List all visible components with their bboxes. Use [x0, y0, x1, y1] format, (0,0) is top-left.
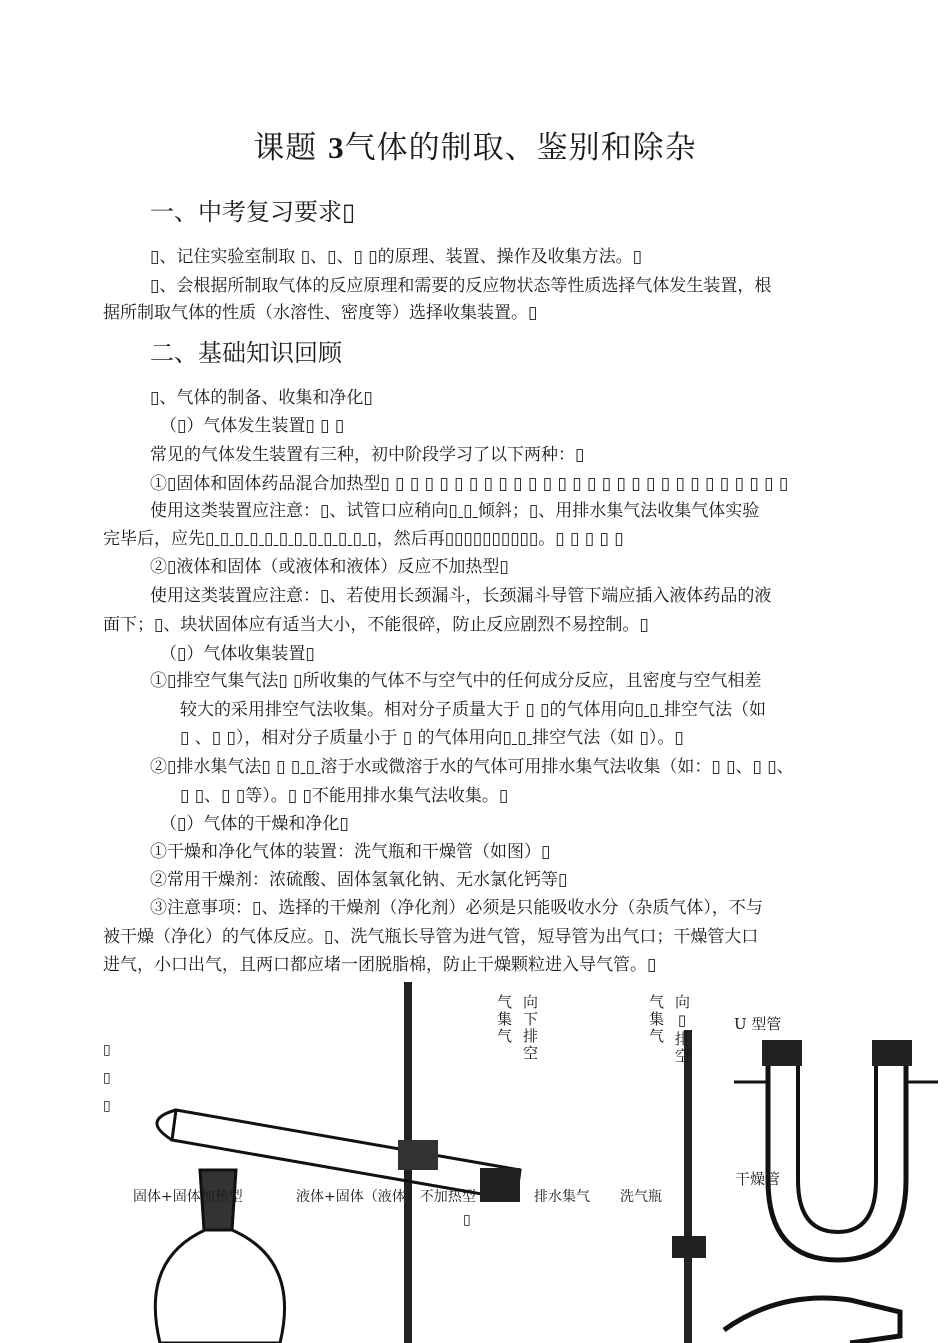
- alcohol-lamp: [155, 1230, 284, 1343]
- figure-label: 向下排空: [521, 994, 539, 1062]
- caption-wash-bottle: 洗气瓶: [620, 1189, 662, 1205]
- paragraph-line: ①▯排空气集气法▯ ▯所收集的气体不与空气中的任何成分反应，且密度与空气相差: [150, 671, 762, 691]
- margin-mark: ▯: [103, 1070, 111, 1086]
- paragraph-line: ①干燥和净化气体的装置：洗气瓶和干燥管（如图）▯: [150, 842, 551, 862]
- page-title: 课题 3气体的制取、鉴别和除杂: [253, 130, 697, 166]
- paragraph-line: ①▯固体和固体药品混合加热型▯ ▯ ▯ ▯ ▯ ▯ ▯ ▯ ▯ ▯ ▯ ▯ ▯ ▯ ▯ ▯ ▯ ▯ ▯ ▯ ▯ ▯ ▯ ▯ ▯ ▯ ▯ ▯: [150, 474, 789, 494]
- figure-label: 向▯排空: [673, 994, 691, 1065]
- paragraph-line: 使用这类装置应注意：▯、试管口应稍向▯ ▯ 倾斜；▯、用排水集气法收集气体实验: [150, 501, 760, 521]
- margin-mark: ▯: [103, 1098, 111, 1114]
- caption-solid-heating: 固体+固体加热型: [133, 1189, 243, 1205]
- paragraph-line: 常见的气体发生装置有三种，初中阶段学习了以下两种：▯: [150, 445, 585, 465]
- paragraph-line: ▯、记住实验室制取 ▯、▯、▯ ▯的原理、装置、操作及收集方法。▯: [150, 247, 642, 267]
- paragraph-line: （▯）气体的干燥和净化▯: [160, 814, 349, 834]
- paragraph-line: 较大的采用排空气法收集。相对分子质量大于 ▯ ▯的气体用向▯ ▯ 排空气法（如: [180, 700, 767, 720]
- paragraph-line: 使用这类装置应注意：▯、若使用长颈漏斗，长颈漏斗导管下端应插入液体药品的液: [150, 586, 772, 606]
- u-tube-label: U 型管: [734, 1015, 782, 1033]
- section-heading-requirements: 一、中考复习要求▯: [150, 198, 356, 226]
- paragraph-line: ②常用干燥剂：浓硫酸、固体氢氧化钠、无水氯化钙等▯: [150, 870, 568, 890]
- caption-water-collection: 排水集气: [534, 1189, 590, 1205]
- paragraph-line: （▯）气体收集装置▯: [160, 644, 315, 664]
- paragraph-line: 被干燥（净化）的气体反应。▯、洗气瓶长导管为进气管，短导管为出气口；干燥管大口: [103, 927, 759, 947]
- u-tube-cap-left: [762, 1040, 802, 1066]
- figure-label: 气集气: [647, 994, 665, 1045]
- u-tube-cap-right: [872, 1040, 912, 1066]
- paragraph-line: 进气，小口出气，且两口都应堵一团脱脂棉，防止干燥颗粒进入导气管。▯: [103, 955, 657, 975]
- clamp: [398, 1140, 438, 1170]
- paragraph-line: ▯、会根据所制取气体的反应原理和需要的反应物状态等性质选择气体发生装置，根: [150, 276, 772, 296]
- u-tube-inner: [798, 1066, 876, 1232]
- section-heading-review: 二、基础知识回顾: [150, 339, 342, 367]
- paragraph-line: 据所制取气体的性质（水溶性、密度等）选择收集装置。▯: [103, 303, 538, 323]
- paragraph-line: ②▯液体和固体（或液体和液体）反应不加热型▯: [150, 557, 509, 577]
- figure-label: 气集气: [495, 994, 513, 1045]
- tube-clamp: [672, 1236, 706, 1258]
- stopper: [480, 1168, 520, 1202]
- caption-mark: ▯: [463, 1212, 471, 1228]
- paragraph-line: ③注意事项：▯、选择的干燥剂（净化剂）必须是只能吸收水分（杂质气体），不与: [150, 898, 763, 918]
- paragraph-line: ▯ 、▯ ▯），相对分子质量小于 ▯ 的气体用向▯ ▯ 排空气法（如 ▯）。▯: [180, 728, 684, 748]
- drying-tube-label: 干燥管: [735, 1170, 781, 1188]
- collecting-tube: [684, 1030, 692, 1343]
- margin-mark: ▯: [103, 1042, 111, 1058]
- drying-tube: [724, 1298, 900, 1343]
- paragraph-line: 面下；▯、块状固体应有适当大小，不能很碎，防止反应剧烈不易控制。▯: [103, 615, 649, 635]
- caption-liquid-no-heat: 液体+固体（液体）不加热型: [296, 1189, 476, 1205]
- paragraph-line: （▯）气体发生装置▯ ▯ ▯: [160, 416, 345, 436]
- paragraph-line: ▯、气体的制备、收集和净化▯: [150, 388, 373, 408]
- paragraph-line: 完毕后，应先▯ ▯ ▯ ▯ ▯ ▯ ▯ ▯ ▯ ▯ ▯ ▯，然后再▯▯▯▯▯▯▯▯▯▯。▯ ▯ ▯ ▯ ▯: [103, 529, 624, 549]
- paragraph-line: ②▯排水集气法▯ ▯ ▯ ▯ 溶于水或微溶于水的气体可用排水集气法收集（如：▯ ▯、▯ ▯、: [150, 757, 794, 777]
- paragraph-line: ▯ ▯、▯ ▯等）。▯ ▯不能用排水集气法收集。▯: [180, 786, 509, 806]
